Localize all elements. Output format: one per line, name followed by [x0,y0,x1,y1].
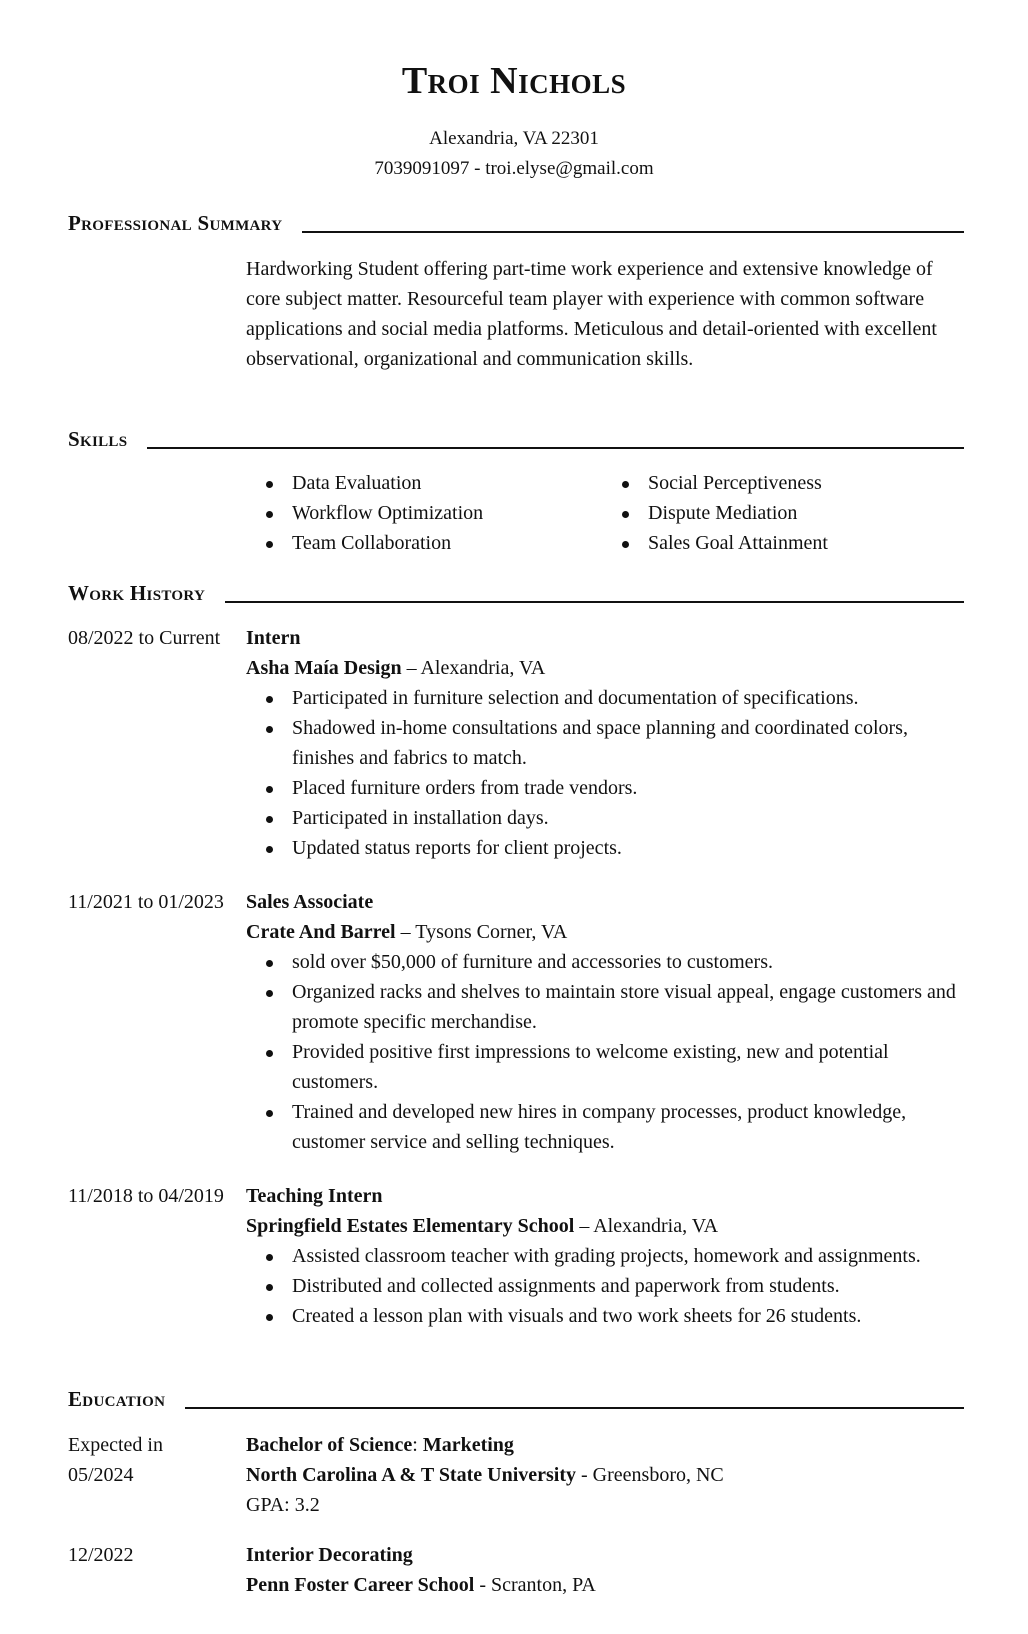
bullet-icon [266,846,273,853]
skill-item: Data Evaluation [246,468,483,498]
skill-item: Workflow Optimization [246,498,483,528]
list-item: Provided positive first impressions to welcome existing, new and potential customers. [246,1037,966,1097]
bullet-icon [266,511,273,518]
list-item: Trained and developed new hires in company processes, product knowledge, customer service and selling techniques. [246,1097,966,1157]
company-name: Crate And Barrel [246,921,396,943]
degree-line [246,1430,966,1460]
bullet-icon [266,1284,273,1291]
section-divider [302,231,964,233]
degree-name: Interior Decorating [246,1544,413,1566]
degree-separator: : [412,1434,423,1456]
skill-item: Social Perceptiveness [602,468,828,498]
section-divider [147,447,964,449]
education-date-line: 05/2024 [68,1464,134,1486]
job-entry [246,623,966,863]
job-employer [246,1211,966,1241]
list-item: Created a lesson plan with visuals and two work sheets for 26 students. [246,1301,966,1331]
education-date [68,1540,134,1570]
skills-list-left [246,468,483,558]
job-entry [246,887,966,1157]
skill-item: Dispute Mediation [602,498,828,528]
list-item: Organized racks and shelves to maintain store visual appeal, engage customers and promote specific merchandise. [246,977,966,1037]
company-location: – Alexandria, VA [574,1215,719,1237]
list-item: Participated in furniture selection and documentation of specifications. [246,683,966,713]
education-date [68,1430,163,1490]
bullet-icon [266,816,273,823]
job-employer [246,653,966,683]
school-location: - Greensboro, NC [576,1464,724,1486]
job-duties [246,683,966,863]
job-date: 08/2022 to Current [68,627,221,649]
bullet-icon [622,541,629,548]
section-title: Education [68,1387,166,1411]
bullet-icon [266,726,273,733]
bullet-icon [266,481,273,488]
section-title: Skills [68,427,128,451]
degree-line [246,1540,966,1570]
school-name: Penn Foster Career School [246,1574,475,1596]
degree-name: Bachelor of Science [246,1434,413,1456]
school-line [246,1570,966,1600]
education-entry [246,1540,966,1600]
company-location: – Alexandria, VA [401,657,546,679]
job-date: 11/2018 to 04/2019 [68,1185,224,1207]
section-work-history [68,578,964,608]
job-title: Teaching Intern [246,1185,383,1207]
school-name: North Carolina A & T State University [246,1464,577,1486]
list-item: Placed furniture orders from trade vendors. [246,773,966,803]
bullet-icon [622,511,629,518]
bullet-icon [266,990,273,997]
job-entry [246,1181,966,1331]
skill-item: Team Collaboration [246,528,483,558]
bullet-icon [266,1110,273,1117]
bullet-icon [266,1314,273,1321]
section-professional-summary [68,208,964,238]
job-title: Sales Associate [246,891,374,913]
skill-item: Sales Goal Attainment [602,528,828,558]
candidate-name: Troi Nichols [401,60,627,102]
company-name: Asha Maía Design [246,657,402,679]
section-education [68,1384,964,1414]
bullet-icon [266,786,273,793]
section-skills [68,424,964,454]
education-entry [246,1430,966,1520]
gpa: GPA: 3.2 [246,1494,320,1516]
school-line [246,1460,966,1490]
job-employer [246,917,966,947]
list-item: Assisted classroom teacher with grading projects, homework and assignments. [246,1241,966,1271]
list-item: Distributed and collected assignments and paperwork from students. [246,1271,966,1301]
section-title: Professional Summary [68,211,283,235]
section-title: Work History [68,581,206,605]
section-divider [185,1407,964,1409]
list-item: Updated status reports for client projects. [246,833,966,863]
job-duties [246,947,966,1157]
list-item: Participated in installation days. [246,803,966,833]
contact-line: 7039091097 - troi.elyse@gmail.com [374,158,654,179]
school-location: - Scranton, PA [474,1574,596,1596]
education-date-line: 12/2022 [68,1544,134,1566]
list-item: Shadowed in-home consultations and space planning and coordinated colors, finishes and fabrics to match. [246,713,966,773]
bullet-icon [266,1254,273,1261]
bullet-icon [622,481,629,488]
list-item: sold over $50,000 of furniture and accessories to customers. [246,947,966,977]
company-location: – Tysons Corner, VA [395,921,568,943]
bullet-icon [266,1050,273,1057]
skills-list-right [602,468,828,558]
bullet-icon [266,960,273,967]
bullet-icon [266,541,273,548]
section-divider [225,601,964,603]
company-name: Springfield Estates Elementary School [246,1215,575,1237]
job-date: 11/2021 to 01/2023 [68,891,224,913]
job-duties [246,1241,966,1331]
bullet-icon [266,696,273,703]
summary-text: Hardworking Student offering part-time work experience and extensive knowledge of core subject matter. Resourceful team player with experience with common software applications and social media platforms. Meticulous and detail-oriented with excellent observational, organizational and communication skills. [246,258,937,370]
job-title: Intern [246,627,301,649]
degree-field: Marketing [422,1434,514,1456]
address-line: Alexandria, VA 22301 [429,128,599,149]
education-date-line: Expected in [68,1434,163,1456]
